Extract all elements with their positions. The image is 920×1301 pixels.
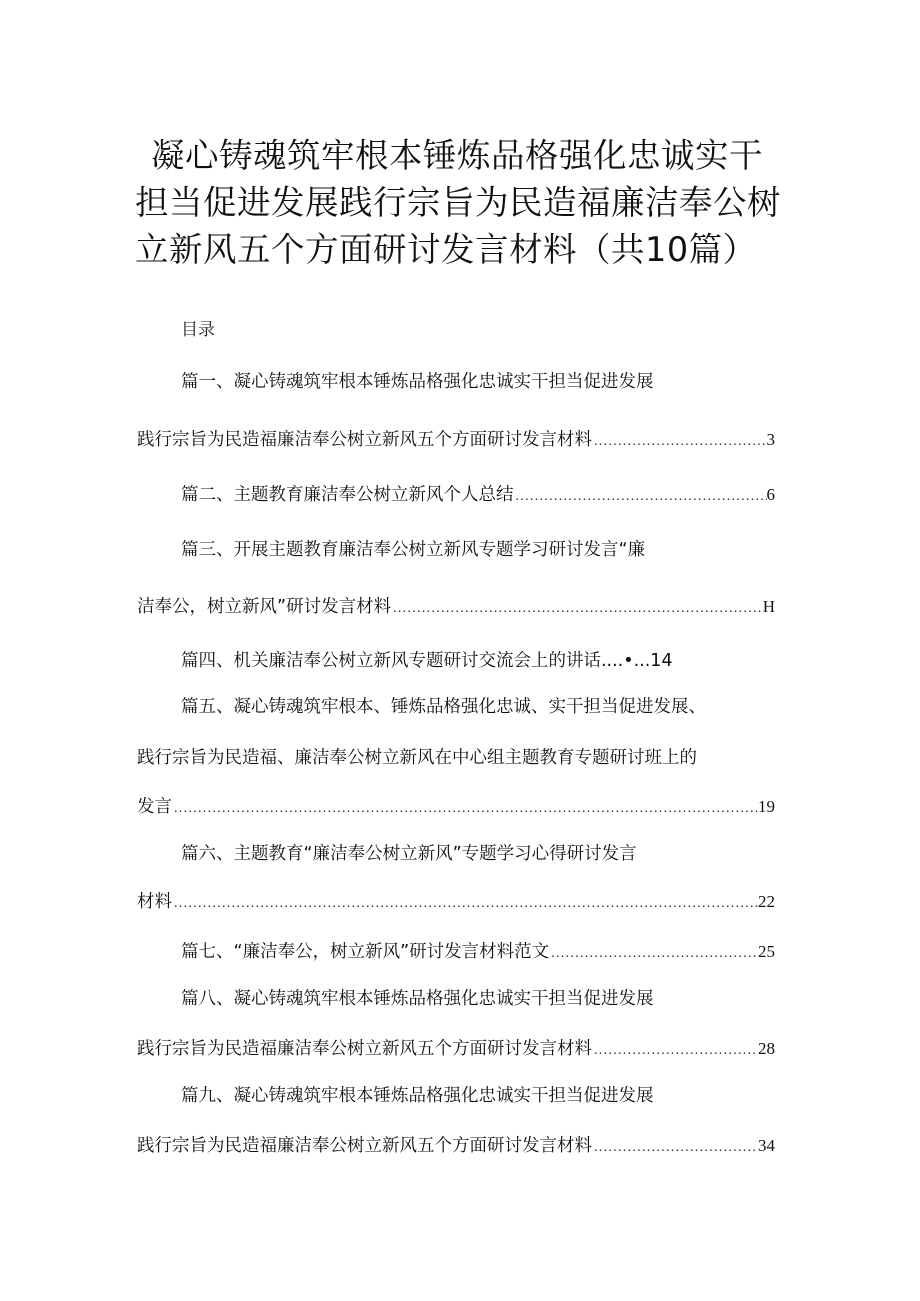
toc-entry-1-line-1[interactable] <box>181 367 654 397</box>
toc-leader-dots <box>594 1036 758 1066</box>
toc-entry-text: 发言 <box>137 797 172 817</box>
toc-entry-7[interactable] <box>181 937 775 967</box>
toc-leader-dots <box>516 482 767 512</box>
toc-entry-text: 篇一、凝心铸魂筑牢根本锤炼品格强化忠诚实干担当促进发展 <box>181 372 654 392</box>
toc-leader-dots <box>594 1133 758 1163</box>
toc-entry-text: 篇三、开展主题教育廉洁奉公树立新风专题学习研讨发言“廉 <box>181 540 646 560</box>
toc-entry-text: 篇七、“廉洁奉公，树立新风”研讨发言材料范文 <box>181 942 550 962</box>
toc-entry-9-line-2[interactable] <box>137 1131 775 1161</box>
toc-leader-dots <box>393 594 763 624</box>
toc-leader-dots <box>594 427 767 457</box>
toc-entry-6-line-1[interactable] <box>181 839 637 869</box>
toc-entry-5-line-2[interactable] <box>137 743 697 773</box>
toc-entry-text: 洁奉公，树立新风”研讨发言材料 <box>137 597 392 617</box>
toc-page-number: 3 <box>766 430 775 449</box>
toc-entry-text: 篇二、主题教育廉洁奉公树立新风个人总结 <box>181 485 514 505</box>
toc-page-number: 6 <box>766 485 775 504</box>
toc-entry-text: 篇八、凝心铸魂筑牢根本锤炼品格强化忠诚实干担当促进发展 <box>181 989 654 1009</box>
toc-entry-text: 践行宗旨为民造福廉洁奉公树立新风五个方面研讨发言材料 <box>137 430 592 450</box>
toc-entry-text: 践行宗旨为民造福廉洁奉公树立新风五个方面研讨发言材料 <box>137 1039 592 1059</box>
toc-entry-3-line-2[interactable] <box>137 592 775 622</box>
toc-page-number: 19 <box>758 797 775 816</box>
toc-heading: 目录 <box>181 320 215 340</box>
toc-entry-text: 践行宗旨为民造福廉洁奉公树立新风五个方面研讨发言材料 <box>137 1136 592 1156</box>
toc-entry-8-line-2[interactable] <box>137 1034 775 1064</box>
toc-entry-8-line-1[interactable] <box>181 984 654 1014</box>
toc-entry-text: 篇五、凝心铸魂筑牢根本、锤炼品格强化忠诚、实干担当促进发展、 <box>181 697 706 717</box>
toc-entry-4[interactable] <box>181 646 673 676</box>
title-line-2: 担当促进发展践行宗旨为民造福廉洁奉公树 <box>135 183 781 222</box>
toc-page-number: 25 <box>758 942 775 961</box>
toc-entry-5-line-3[interactable] <box>137 792 775 822</box>
title-line-3: 立新风五个方面研讨发言材料（共10篇） <box>135 230 757 269</box>
toc-page-number: 22 <box>758 892 775 911</box>
toc-page-number: H <box>762 597 775 616</box>
toc-leader-dots <box>174 794 758 824</box>
toc-leader-dots <box>174 889 758 919</box>
toc-entry-text: 篇六、主题教育“廉洁奉公树立新风”专题学习心得研讨发言 <box>181 844 637 864</box>
toc-leader-dots <box>551 939 758 969</box>
document-title <box>135 132 795 273</box>
toc-entry-3-line-1[interactable] <box>181 535 645 565</box>
toc-page-number: 28 <box>758 1039 775 1058</box>
toc-entry-text: 篇四、机关廉洁奉公树立新风专题研讨交流会上的讲话....•...14 <box>181 651 673 671</box>
toc-entry-6-line-2[interactable] <box>137 887 775 917</box>
toc-entry-9-line-1[interactable] <box>181 1081 654 1111</box>
toc-entry-text: 材料 <box>137 892 172 912</box>
toc-entry-5-line-1[interactable] <box>181 692 706 722</box>
toc-entry-text: 践行宗旨为民造福、廉洁奉公树立新风在中心组主题教育专题研讨班上的 <box>137 748 697 768</box>
title-line-1: 凝心铸魂筑牢根本锤炼品格强化忠诚实干 <box>151 136 763 175</box>
toc-page-number: 34 <box>758 1136 775 1155</box>
toc-entry-2[interactable] <box>181 480 775 510</box>
toc-entry-1-line-2[interactable] <box>137 425 775 455</box>
toc-entry-text: 篇九、凝心铸魂筑牢根本锤炼品格强化忠诚实干担当促进发展 <box>181 1086 654 1106</box>
